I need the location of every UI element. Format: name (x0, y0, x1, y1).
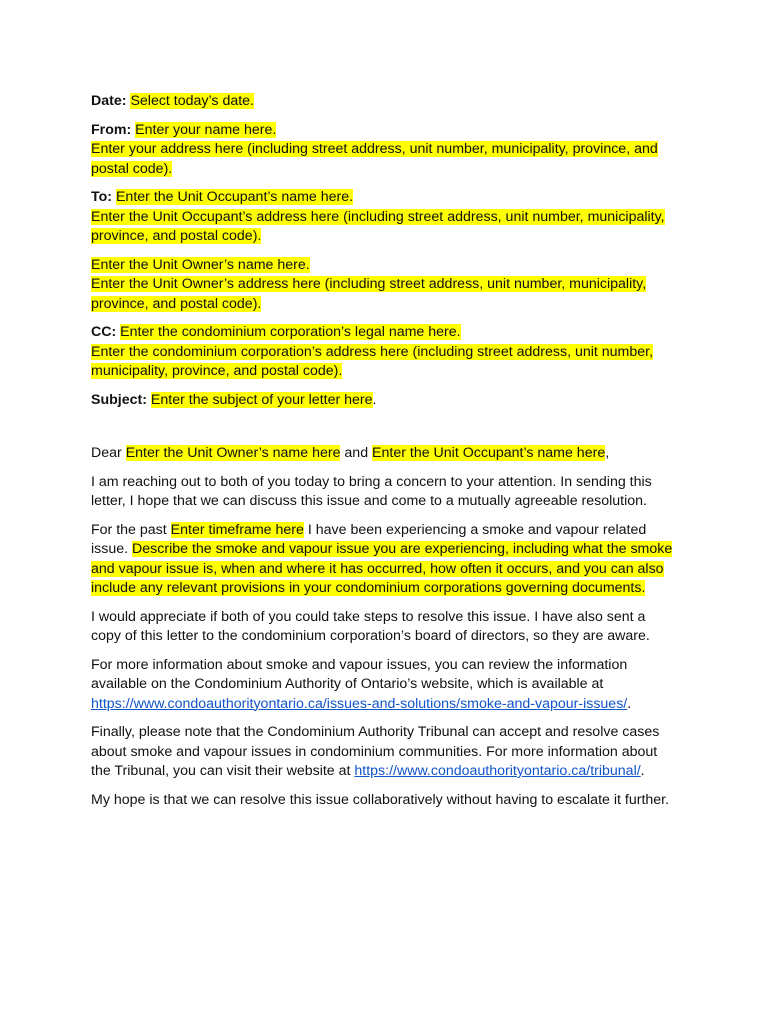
tribunal-text: Finally, please note that the Condominium Authority Tribunal can accept and resolve cases about smoke and vapour issues in condominium communities. For more information about the Tribunal, you can visit their website at (91, 724, 660, 779)
paragraph-tribunal (91, 723, 676, 782)
to-occupant-block (91, 188, 676, 247)
to-occupant-address: Enter the Unit Occupant’s address here (including street address, unit number, municipality, province, and postal code). (91, 208, 665, 244)
greeting-owner: Enter the Unit Owner’s name here (125, 445, 341, 461)
from-label: From: (91, 121, 132, 138)
to-owner-name: Enter the Unit Owner’s name here. (91, 256, 310, 273)
info-text: For more information about smoke and vapour issues, you can review the information available on the Condominium Authority of Ontario’s website, which is available at (91, 656, 628, 692)
greeting-suffix: , (605, 445, 610, 461)
letter-content (91, 92, 676, 819)
issue-description: Describe the smoke and vapour issue you are experiencing, including what the smoke and vapour issue is, when and where it has occurred, how often it occurs, and you can also include any relevant provisions in your condominium corporations governing documents. (91, 541, 673, 596)
greeting-occupant: Enter the Unit Occupant’s name here (372, 445, 606, 461)
from-block (91, 121, 676, 180)
date-label: Date: (91, 93, 127, 109)
from-address: Enter your address here (including street address, unit number, municipality, province, and postal code). (91, 141, 658, 177)
paragraph-closing: My hope is that we can resolve this issue collaboratively without having to escalate it further. (91, 791, 670, 808)
issue-prefix: For the past (91, 521, 171, 538)
smoke-vapour-link[interactable]: https://www.condoauthorityontario.ca/issues-and-solutions/smoke-and-vapour-issues/ (91, 695, 628, 712)
paragraph-issue (91, 521, 676, 599)
cc-address: Enter the condominium corporation’s address here (including street address, unit number, municipality, province, and postal code). (91, 343, 654, 379)
to-owner-block (91, 256, 676, 315)
greeting (91, 444, 676, 464)
from-name: Enter your name here. (135, 121, 277, 138)
paragraph-info (91, 656, 676, 715)
greeting-prefix: Dear (91, 445, 126, 461)
subject-label: Subject: (91, 391, 147, 408)
issue-middle: I have been experiencing a smoke and vapour related issue. (91, 521, 647, 557)
tribunal-end: . (640, 763, 645, 779)
subject-end: . (372, 391, 377, 408)
to-owner-address: Enter the Unit Owner’s address here (including street address, unit number, municipality, province, and postal code). (91, 276, 647, 312)
info-end: . (627, 695, 632, 712)
issue-timeframe: Enter timeframe here (170, 521, 304, 538)
tribunal-link[interactable]: https://www.condoauthorityontario.ca/tribunal/ (354, 763, 641, 779)
paragraph-request: I would appreciate if both of you could take steps to resolve this issue. I have also sent a copy of this letter to the condominium corporation’s board of directors, so they are aware. (91, 608, 650, 644)
cc-label: CC: (91, 324, 117, 340)
cc-name: Enter the condominium corporation’s legal name here. (120, 324, 461, 340)
paragraph-intro: I am reaching out to both of you today to bring a concern to your attention. In sending this letter, I hope that we can discuss this issue and come to a mutually agreeable resolution. (91, 473, 652, 509)
subject-line (91, 391, 676, 411)
cc-block (91, 323, 676, 382)
to-occupant-name: Enter the Unit Occupant’s name here. (115, 189, 354, 205)
date-value: Select today’s date. (130, 93, 255, 109)
subject-value: Enter the subject of your letter here (150, 391, 373, 408)
date-line (91, 92, 676, 112)
to-label: To: (91, 189, 113, 205)
greeting-and: and (340, 445, 373, 461)
